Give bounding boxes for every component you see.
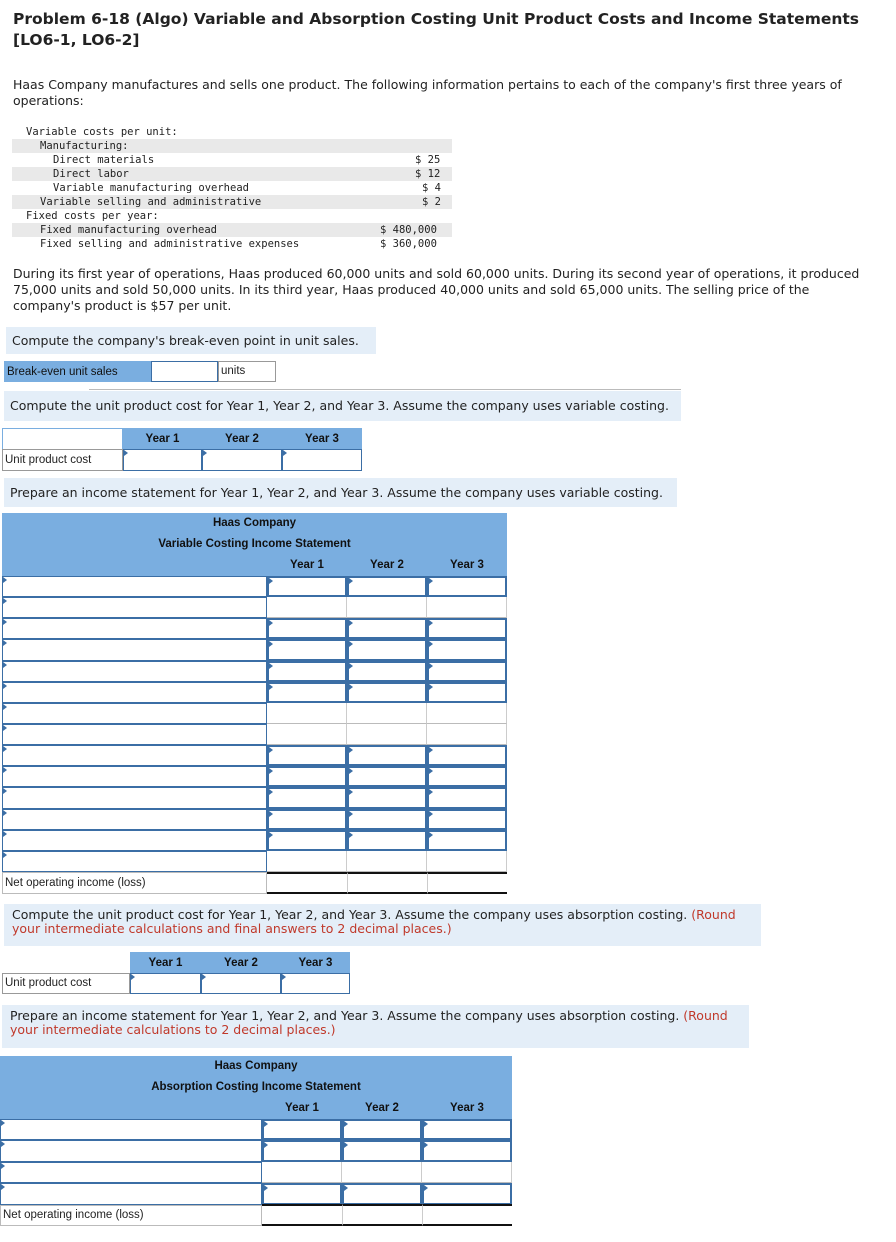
- q5-prompt-box: [2, 1005, 749, 1048]
- q3-year3-input: [427, 597, 507, 618]
- break-even-input[interactable]: [151, 361, 218, 382]
- input-marker-icon: [344, 1185, 348, 1191]
- q5-year1-input: [262, 1162, 342, 1183]
- q3-year2-input: [347, 724, 427, 745]
- q3-year2-input[interactable]: [347, 745, 427, 766]
- q3-year1-input: [267, 597, 347, 618]
- input-marker-icon: [282, 974, 286, 980]
- input-marker-icon: [349, 747, 353, 753]
- input-marker-icon: [349, 811, 353, 817]
- input-marker-icon: [3, 619, 7, 625]
- break-even-label: Break-even unit sales: [4, 361, 151, 382]
- q4-row-label: Unit product cost: [2, 973, 130, 994]
- input-marker-icon: [269, 641, 273, 647]
- q4-year3-input[interactable]: [281, 973, 350, 994]
- q2-row-label: Unit product cost: [2, 449, 123, 471]
- q5-year3-input[interactable]: [422, 1183, 512, 1204]
- input-marker-icon: [283, 450, 287, 456]
- q4-note: (Round your intermediate calculations and final answers to 2 decimal places.): [12, 907, 736, 936]
- q3-year3-input[interactable]: [427, 787, 507, 808]
- q3-row-label-input[interactable]: [2, 851, 267, 872]
- page-title: Problem 6-18 (Algo) Variable and Absorption Costing Unit Product Costs and Income Statements [LO6-1, LO6-2]: [13, 10, 860, 49]
- q5-net-income-year2[interactable]: [342, 1204, 422, 1226]
- input-marker-icon: [349, 663, 353, 669]
- q5-year3-input[interactable]: [422, 1119, 512, 1140]
- scenario-text: During its first year of operations, Haas produced 60,000 units and sold 60,000 units. During its second year of operations, it produced 75,000 units and sold 50,000 units. In its third year, Haas produced 40,000 units and sold 65,000 units. The selling price of the company's product is $57 per unit.: [13, 266, 860, 313]
- q5-year2-input[interactable]: [342, 1140, 422, 1161]
- q5-statement-header: Absorption Costing Income Statement: [0, 1076, 512, 1097]
- q3-year1-input[interactable]: [267, 745, 347, 766]
- variable-moh-label: Variable manufacturing overhead: [53, 182, 249, 194]
- input-marker-icon: [424, 1142, 428, 1148]
- q3-year2-header: Year 2: [347, 554, 427, 576]
- q4-year2-input[interactable]: [201, 973, 281, 994]
- q5-net-income-year1[interactable]: [262, 1204, 342, 1226]
- q3-row-label-input[interactable]: [2, 787, 267, 808]
- q3-row-label-input[interactable]: [2, 661, 267, 682]
- q3-year3-header: Year 3: [427, 554, 507, 576]
- fixed-moh-value: $ 480,000: [380, 224, 437, 236]
- input-marker-icon: [131, 974, 135, 980]
- q3-year3-input[interactable]: [427, 766, 507, 787]
- q3-prompt: Prepare an income statement for Year 1, Year 2, and Year 3. Assume the company uses variable costing.: [4, 478, 677, 507]
- q3-statement-header: Variable Costing Income Statement: [2, 533, 507, 554]
- fixed-costs-header: Fixed costs per year:: [26, 210, 159, 222]
- q2-year3-input[interactable]: [282, 449, 362, 471]
- q3-year3-input[interactable]: [427, 661, 507, 682]
- input-marker-icon: [3, 683, 7, 689]
- input-marker-icon: [429, 811, 433, 817]
- input-marker-icon: [344, 1142, 348, 1148]
- q3-year2-input: [347, 851, 427, 872]
- q5-year2-input[interactable]: [342, 1183, 422, 1204]
- input-marker-icon: [124, 450, 128, 456]
- fixed-moh-label: Fixed manufacturing overhead: [40, 224, 218, 236]
- q3-year1-input: [267, 851, 347, 872]
- q4-year3-header: Year 3: [281, 952, 350, 973]
- q3-year1-input[interactable]: [267, 766, 347, 787]
- q4-year1-header: Year 1: [130, 952, 201, 973]
- direct-materials-value: $ 25: [415, 154, 441, 166]
- input-marker-icon: [203, 450, 207, 456]
- q3-year3-input[interactable]: [427, 830, 507, 851]
- intro-text: Haas Company manufactures and sells one product. The following information pertains to each of the company's first three years of operations:: [13, 77, 842, 108]
- direct-materials-label: Direct materials: [53, 154, 155, 166]
- input-marker-icon: [3, 598, 7, 604]
- q3-year2-input[interactable]: [347, 682, 427, 703]
- q3-row-label-input[interactable]: [2, 724, 267, 745]
- input-marker-icon: [424, 1185, 428, 1191]
- q3-net-income-year3[interactable]: [427, 872, 507, 894]
- q3-year1-input[interactable]: [267, 639, 347, 660]
- input-marker-icon: [349, 641, 353, 647]
- input-marker-icon: [349, 832, 353, 838]
- variable-costs-header: Variable costs per unit:: [26, 126, 178, 138]
- variable-sa-label: Variable selling and administrative: [40, 196, 262, 208]
- q3-row-label-input[interactable]: [2, 830, 267, 851]
- input-marker-icon: [349, 684, 353, 690]
- q3-year2-input[interactable]: [347, 618, 427, 639]
- input-marker-icon: [3, 831, 7, 837]
- input-marker-icon: [1, 1184, 5, 1190]
- q3-year1-input[interactable]: [267, 576, 347, 597]
- input-marker-icon: [429, 578, 433, 584]
- q2-prompt: Compute the unit product cost for Year 1, Year 2, and Year 3. Assume the company uses variable costing.: [4, 391, 681, 421]
- q5-year3-input: [422, 1162, 512, 1183]
- input-marker-icon: [264, 1185, 268, 1191]
- fixed-sa-value: $ 360,000: [380, 238, 437, 250]
- input-marker-icon: [264, 1142, 268, 1148]
- q5-company-header: Haas Company: [0, 1056, 512, 1076]
- q3-year1-input[interactable]: [267, 809, 347, 830]
- q3-net-income-year2[interactable]: [347, 872, 427, 894]
- input-marker-icon: [3, 725, 7, 731]
- q4-year1-input[interactable]: [130, 973, 201, 994]
- q4-year2-header: Year 2: [201, 952, 281, 973]
- q3-row-label-input[interactable]: [2, 618, 267, 639]
- input-marker-icon: [269, 747, 273, 753]
- input-marker-icon: [3, 640, 7, 646]
- q5-year2-header: Year 2: [342, 1097, 422, 1119]
- q3-year3-input[interactable]: [427, 809, 507, 830]
- q5-year3-input[interactable]: [422, 1140, 512, 1161]
- input-marker-icon: [269, 811, 273, 817]
- q3-row-label-input[interactable]: [2, 576, 267, 597]
- q3-year1-input: [267, 703, 347, 724]
- q5-net-income-label: Net operating income (loss): [0, 1205, 262, 1226]
- q3-row-label-input[interactable]: [2, 597, 267, 618]
- input-marker-icon: [1, 1141, 5, 1147]
- manufacturing-header: Manufacturing:: [40, 140, 129, 152]
- units-label: units: [218, 361, 276, 382]
- q3-year1-input[interactable]: [267, 787, 347, 808]
- q3-year2-input[interactable]: [347, 766, 427, 787]
- input-marker-icon: [3, 577, 7, 583]
- variable-moh-value: $ 4: [422, 182, 441, 194]
- q3-year3-input: [427, 703, 507, 724]
- q5-net-income-year3[interactable]: [422, 1204, 512, 1226]
- q3-year3-input[interactable]: [427, 639, 507, 660]
- input-marker-icon: [429, 832, 433, 838]
- q3-year2-input[interactable]: [347, 576, 427, 597]
- q3-row-label-input[interactable]: [2, 639, 267, 660]
- input-marker-icon: [3, 788, 7, 794]
- q5-year2-input: [342, 1162, 422, 1183]
- input-marker-icon: [269, 832, 273, 838]
- q5-note: (Round your intermediate calculations to 2 decimal places.): [10, 1008, 728, 1037]
- q3-year3-input[interactable]: [427, 682, 507, 703]
- cost-data-block: [12, 123, 452, 253]
- input-marker-icon: [429, 789, 433, 795]
- q5-year1-input[interactable]: [262, 1119, 342, 1140]
- variable-sa-value: $ 2: [422, 196, 441, 208]
- input-marker-icon: [264, 1121, 268, 1127]
- q3-company-header: Haas Company: [2, 513, 507, 533]
- q5-row-label-input[interactable]: [0, 1162, 262, 1183]
- input-marker-icon: [349, 768, 353, 774]
- input-marker-icon: [349, 578, 353, 584]
- q4-prompt: Compute the unit product cost for Year 1, Year 2, and Year 3. Assume the company uses absorption costing.: [12, 907, 688, 922]
- q3-net-income-year1[interactable]: [267, 872, 347, 894]
- input-marker-icon: [344, 1121, 348, 1127]
- fixed-sa-label: Fixed selling and administrative expenses: [40, 238, 300, 250]
- q3-year3-input[interactable]: [427, 576, 507, 597]
- input-marker-icon: [3, 662, 7, 668]
- input-marker-icon: [269, 620, 273, 626]
- q3-year2-input[interactable]: [347, 787, 427, 808]
- q1-prompt: Compute the company's break-even point in unit sales.: [6, 327, 376, 354]
- q5-prompt: Prepare an income statement for Year 1, Year 2, and Year 3. Assume the company uses absorption costing.: [10, 1008, 680, 1023]
- q3-year3-input[interactable]: [427, 745, 507, 766]
- q3-year2-input: [347, 703, 427, 724]
- q5-row-label-input[interactable]: [0, 1140, 262, 1161]
- q3-year3-input[interactable]: [427, 618, 507, 639]
- q3-year1-input[interactable]: [267, 682, 347, 703]
- q3-row-label-input[interactable]: [2, 703, 267, 724]
- q5-year1-input[interactable]: [262, 1183, 342, 1204]
- direct-labor-label: Direct labor: [53, 168, 129, 180]
- input-marker-icon: [429, 684, 433, 690]
- q3-year2-input[interactable]: [347, 661, 427, 682]
- q3-year2-input[interactable]: [347, 639, 427, 660]
- input-marker-icon: [269, 663, 273, 669]
- q2-year1-header: Year 1: [123, 428, 202, 449]
- input-marker-icon: [349, 620, 353, 626]
- input-marker-icon: [1, 1163, 5, 1169]
- q3-year1-input: [267, 724, 347, 745]
- q3-year3-input: [427, 851, 507, 872]
- q3-row-label-input[interactable]: [2, 682, 267, 703]
- q5-year3-header: Year 3: [422, 1097, 512, 1119]
- q3-net-income-label: Net operating income (loss): [2, 872, 267, 894]
- input-marker-icon: [424, 1121, 428, 1127]
- q3-year1-input[interactable]: [267, 661, 347, 682]
- input-marker-icon: [429, 641, 433, 647]
- input-marker-icon: [3, 746, 7, 752]
- q2-year2-input[interactable]: [202, 449, 282, 471]
- q3-year1-header: Year 1: [267, 554, 347, 576]
- q3-year3-input: [427, 724, 507, 745]
- q4-prompt-box: [4, 904, 761, 946]
- input-marker-icon: [429, 747, 433, 753]
- q2-year1-input[interactable]: [123, 449, 202, 471]
- input-marker-icon: [349, 789, 353, 795]
- input-marker-icon: [269, 684, 273, 690]
- input-marker-icon: [429, 663, 433, 669]
- q3-year1-input[interactable]: [267, 618, 347, 639]
- input-marker-icon: [3, 810, 7, 816]
- input-marker-icon: [1, 1120, 5, 1126]
- q5-year1-header: Year 1: [262, 1097, 342, 1119]
- q3-row-label-input[interactable]: [2, 745, 267, 766]
- q3-year2-input[interactable]: [347, 830, 427, 851]
- q5-row-label-input[interactable]: [0, 1119, 262, 1140]
- input-marker-icon: [3, 704, 7, 710]
- input-marker-icon: [269, 789, 273, 795]
- q5-row-label-input[interactable]: [0, 1183, 262, 1204]
- input-marker-icon: [429, 620, 433, 626]
- q3-year1-input[interactable]: [267, 830, 347, 851]
- direct-labor-value: $ 12: [415, 168, 441, 180]
- q2-year3-header: Year 3: [282, 428, 362, 449]
- input-marker-icon: [269, 768, 273, 774]
- q3-year2-input: [347, 597, 427, 618]
- input-marker-icon: [429, 768, 433, 774]
- input-marker-icon: [202, 974, 206, 980]
- q3-year2-input[interactable]: [347, 809, 427, 830]
- input-marker-icon: [3, 852, 7, 858]
- input-marker-icon: [269, 578, 273, 584]
- q5-year2-input[interactable]: [342, 1119, 422, 1140]
- q2-year2-header: Year 2: [202, 428, 282, 449]
- q3-row-label-input[interactable]: [2, 809, 267, 830]
- q5-year1-input[interactable]: [262, 1140, 342, 1161]
- q3-row-label-input[interactable]: [2, 766, 267, 787]
- input-marker-icon: [3, 767, 7, 773]
